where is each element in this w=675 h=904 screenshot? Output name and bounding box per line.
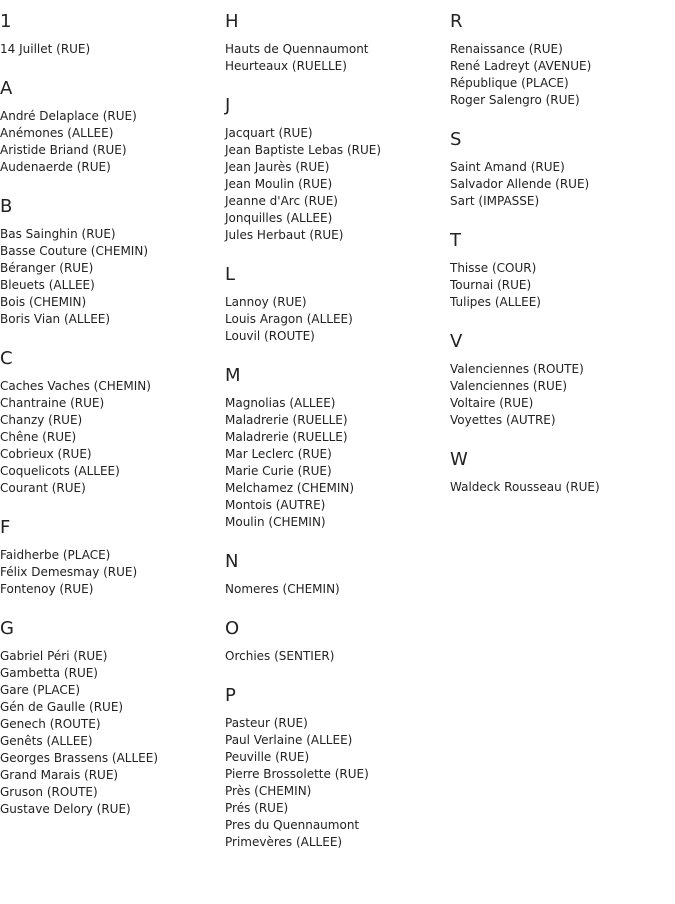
street-link[interactable]: Près (CHEMIN) xyxy=(225,784,312,798)
letter-group xyxy=(450,449,670,496)
street-link[interactable]: Hauts de Quennaumont xyxy=(225,42,369,56)
street-link[interactable]: Primevères (ALLEE) xyxy=(225,835,343,849)
street-link[interactable]: Montois (AUTRE) xyxy=(225,498,326,512)
street-link[interactable]: Georges Brassens (ALLEE) xyxy=(0,751,158,765)
street-link[interactable]: Pasteur (RUE) xyxy=(225,716,308,730)
letter-group xyxy=(0,618,220,818)
street-link[interactable]: Renaissance (RUE) xyxy=(450,42,563,56)
letter-heading: M xyxy=(225,365,241,386)
street-link[interactable]: Maladrerie (RUELLE) xyxy=(225,430,348,444)
street-link[interactable]: Chantraine (RUE) xyxy=(0,396,105,410)
street-link[interactable]: Jean Moulin (RUE) xyxy=(225,177,333,191)
letter-heading: R xyxy=(450,11,463,32)
letter-heading: V xyxy=(450,331,463,352)
letter-heading: W xyxy=(450,449,468,470)
street-link[interactable]: Genech (ROUTE) xyxy=(0,717,101,731)
street-link[interactable]: Bois (CHEMIN) xyxy=(0,295,87,309)
street-link[interactable]: Béranger (RUE) xyxy=(0,261,94,275)
street-link[interactable]: République (PLACE) xyxy=(450,76,569,90)
street-link[interactable]: Peuville (RUE) xyxy=(225,750,310,764)
street-link[interactable]: Melchamez (CHEMIN) xyxy=(225,481,355,495)
street-link[interactable]: Jeanne d'Arc (RUE) xyxy=(225,194,338,208)
street-link[interactable]: Voltaire (RUE) xyxy=(450,396,534,410)
street-link[interactable]: Saint Amand (RUE) xyxy=(450,160,565,174)
letter-heading: H xyxy=(225,11,239,32)
street-link[interactable]: Gambetta (RUE) xyxy=(0,666,98,680)
street-link[interactable]: Orchies (SENTIER) xyxy=(225,649,335,663)
street-link[interactable]: Marie Curie (RUE) xyxy=(225,464,332,478)
street-link[interactable]: Gare (PLACE) xyxy=(0,683,81,697)
street-link[interactable]: Tournai (RUE) xyxy=(450,278,532,292)
street-link[interactable]: Gruson (ROUTE) xyxy=(0,785,98,799)
letter-heading: G xyxy=(0,618,14,639)
street-link[interactable]: Jacquart (RUE) xyxy=(225,126,313,140)
street-link[interactable]: Cobrieux (RUE) xyxy=(0,447,92,461)
street-link[interactable]: Jules Herbaut (RUE) xyxy=(225,228,344,242)
letter-group xyxy=(0,348,220,497)
letter-group xyxy=(0,11,220,58)
street-index-column-3 xyxy=(450,11,670,516)
letter-group xyxy=(450,230,670,311)
street-link[interactable]: Lannoy (RUE) xyxy=(225,295,307,309)
street-link[interactable]: André Delaplace (RUE) xyxy=(0,109,137,123)
street-link[interactable]: Bas Sainghin (RUE) xyxy=(0,227,116,241)
letter-heading: O xyxy=(225,618,240,639)
letter-heading: P xyxy=(225,685,236,706)
street-link[interactable]: Chêne (RUE) xyxy=(0,430,77,444)
street-link[interactable]: Caches Vaches (CHEMIN) xyxy=(0,379,151,393)
street-link[interactable]: Pierre Brossolette (RUE) xyxy=(225,767,369,781)
street-link[interactable]: Anémones (ALLEE) xyxy=(0,126,114,140)
street-link[interactable]: Courant (RUE) xyxy=(0,481,86,495)
letter-group xyxy=(225,365,445,531)
street-link[interactable]: Gabriel Péri (RUE) xyxy=(0,649,108,663)
street-link[interactable]: Sart (IMPASSE) xyxy=(450,194,540,208)
letter-heading: J xyxy=(225,95,231,116)
street-link[interactable]: Louvil (ROUTE) xyxy=(225,329,315,343)
letter-heading: S xyxy=(450,129,462,150)
street-link[interactable]: Gustave Delory (RUE) xyxy=(0,802,131,816)
street-link[interactable]: Aristide Briand (RUE) xyxy=(0,143,127,157)
street-link[interactable]: Grand Marais (RUE) xyxy=(0,768,119,782)
street-link[interactable]: Chanzy (RUE) xyxy=(0,413,83,427)
letter-group xyxy=(0,78,220,176)
letter-heading: T xyxy=(450,230,461,251)
letter-group xyxy=(225,95,445,244)
street-link[interactable]: Jonquilles (ALLEE) xyxy=(225,211,333,225)
letter-group xyxy=(225,11,445,75)
street-link[interactable]: Genêts (ALLEE) xyxy=(0,734,93,748)
street-link[interactable]: Heurteaux (RUELLE) xyxy=(225,59,347,73)
street-link[interactable]: Thisse (COUR) xyxy=(450,261,537,275)
street-link[interactable]: Louis Aragon (ALLEE) xyxy=(225,312,353,326)
letter-group xyxy=(225,618,445,665)
letter-heading: L xyxy=(225,264,236,285)
letter-group xyxy=(225,685,445,851)
letter-heading: A xyxy=(0,78,13,99)
letter-group xyxy=(0,517,220,598)
street-index-column-1 xyxy=(0,11,220,838)
letter-group xyxy=(450,11,670,109)
letter-group xyxy=(225,551,445,598)
letter-heading: C xyxy=(0,348,13,369)
street-link[interactable]: René Ladreyt (AVENUE) xyxy=(450,59,592,73)
street-link[interactable]: Voyettes (AUTRE) xyxy=(450,413,556,427)
street-link[interactable]: Prés (RUE) xyxy=(225,801,289,815)
street-link[interactable]: Fontenoy (RUE) xyxy=(0,582,94,596)
street-link[interactable]: Magnolias (ALLEE) xyxy=(225,396,336,410)
letter-heading: 1 xyxy=(0,11,12,32)
street-link[interactable]: Félix Demesmay (RUE) xyxy=(0,565,138,579)
street-link[interactable]: Gén de Gaulle (RUE) xyxy=(0,700,124,714)
street-link[interactable]: Coquelicots (ALLEE) xyxy=(0,464,120,478)
letter-heading: N xyxy=(225,551,239,572)
street-link[interactable]: Tulipes (ALLEE) xyxy=(450,295,541,309)
street-link[interactable]: Jean Jaurès (RUE) xyxy=(225,160,330,174)
street-link[interactable]: Roger Salengro (RUE) xyxy=(450,93,580,107)
street-link[interactable]: Moulin (CHEMIN) xyxy=(225,515,326,529)
street-link[interactable]: Pres du Quennaumont xyxy=(225,818,360,832)
street-link[interactable]: Faidherbe (PLACE) xyxy=(0,548,111,562)
street-link[interactable]: Salvador Allende (RUE) xyxy=(450,177,590,191)
letter-heading: F xyxy=(0,517,11,538)
street-link[interactable]: Waldeck Rousseau (RUE) xyxy=(450,480,600,494)
street-link[interactable]: Jean Baptiste Lebas (RUE) xyxy=(225,143,382,157)
street-link[interactable]: Bleuets (ALLEE) xyxy=(0,278,95,292)
street-link[interactable]: Paul Verlaine (ALLEE) xyxy=(225,733,353,747)
letter-group xyxy=(225,264,445,345)
letter-group xyxy=(450,331,670,429)
street-link[interactable]: Maladrerie (RUELLE) xyxy=(225,413,348,427)
letter-group xyxy=(0,196,220,328)
street-link[interactable]: Valenciennes (ROUTE) xyxy=(450,362,584,376)
street-link[interactable]: 14 Juillet (RUE) xyxy=(0,42,91,56)
street-link[interactable]: Valenciennes (RUE) xyxy=(450,379,567,393)
letter-group xyxy=(450,129,670,210)
street-link[interactable]: Nomeres (CHEMIN) xyxy=(225,582,340,596)
street-link[interactable]: Basse Couture (CHEMIN) xyxy=(0,244,149,258)
letter-heading: B xyxy=(0,196,13,217)
street-link[interactable]: Audenaerde (RUE) xyxy=(0,160,111,174)
street-link[interactable]: Boris Vian (ALLEE) xyxy=(0,312,111,326)
street-link[interactable]: Mar Leclerc (RUE) xyxy=(225,447,332,461)
street-index-column-2 xyxy=(225,11,445,871)
